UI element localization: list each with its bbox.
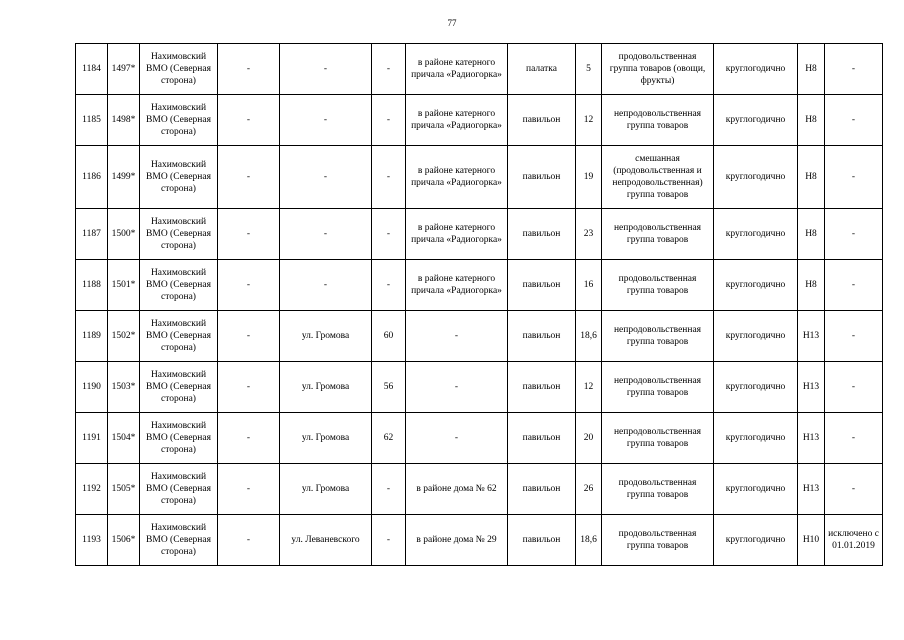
note-cell: - — [825, 44, 883, 95]
object-type-cell: павильон — [508, 95, 576, 146]
location-cell: в районе катерного причала «Радиогорка» — [406, 146, 508, 209]
street-cell: ул. Громова — [280, 311, 372, 362]
area-cell: 23 — [576, 209, 602, 260]
row-number-cell: 1184 — [76, 44, 108, 95]
column-4-cell: - — [218, 464, 280, 515]
table-row — [76, 209, 883, 260]
area-cell: 5 — [576, 44, 602, 95]
row-number-cell: 1193 — [76, 515, 108, 566]
note-cell: - — [825, 209, 883, 260]
area-cell: 20 — [576, 413, 602, 464]
object-id-cell: 1499* — [108, 146, 140, 209]
row-number-cell: 1187 — [76, 209, 108, 260]
code-cell: Н13 — [798, 311, 825, 362]
object-id-cell: 1505* — [108, 464, 140, 515]
period-cell: круглогодично — [714, 146, 798, 209]
object-type-cell: павильон — [508, 146, 576, 209]
object-type-cell: павильон — [508, 515, 576, 566]
location-cell: - — [406, 311, 508, 362]
district-cell: Нахимовский ВМО (Северная сторона) — [140, 95, 218, 146]
district-cell: Нахимовский ВМО (Северная сторона) — [140, 464, 218, 515]
code-cell: Н13 — [798, 362, 825, 413]
column-4-cell: - — [218, 311, 280, 362]
location-cell: - — [406, 413, 508, 464]
object-id-cell: 1500* — [108, 209, 140, 260]
period-cell: круглогодично — [714, 44, 798, 95]
note-cell: - — [825, 311, 883, 362]
table-row — [76, 413, 883, 464]
period-cell: круглогодично — [714, 464, 798, 515]
period-cell: круглогодично — [714, 362, 798, 413]
page-number: 77 — [447, 18, 457, 28]
district-cell: Нахимовский ВМО (Северная сторона) — [140, 311, 218, 362]
object-type-cell: павильон — [508, 311, 576, 362]
note-cell: - — [825, 464, 883, 515]
period-cell: круглогодично — [714, 311, 798, 362]
object-type-cell: павильон — [508, 362, 576, 413]
location-cell: в районе катерного причала «Радиогорка» — [406, 260, 508, 311]
object-type-cell: павильон — [508, 260, 576, 311]
house-number-cell: 56 — [372, 362, 406, 413]
street-cell: ул. Леваневского — [280, 515, 372, 566]
object-type-cell: павильон — [508, 464, 576, 515]
house-number-cell: - — [372, 95, 406, 146]
district-cell: Нахимовский ВМО (Северная сторона) — [140, 362, 218, 413]
object-id-cell: 1498* — [108, 95, 140, 146]
area-cell: 26 — [576, 464, 602, 515]
street-cell: ул. Громова — [280, 362, 372, 413]
district-cell: Нахимовский ВМО (Северная сторона) — [140, 260, 218, 311]
goods-group-cell: непродовольственная группа товаров — [602, 95, 714, 146]
location-cell: в районе катерного причала «Радиогорка» — [406, 44, 508, 95]
goods-group-cell: продовольственная группа товаров — [602, 515, 714, 566]
object-type-cell: палатка — [508, 44, 576, 95]
table-row — [76, 515, 883, 566]
street-cell: - — [280, 146, 372, 209]
object-type-cell: павильон — [508, 413, 576, 464]
row-number-cell: 1185 — [76, 95, 108, 146]
table-row — [76, 146, 883, 209]
table-row — [76, 44, 883, 95]
street-cell: - — [280, 209, 372, 260]
area-cell: 12 — [576, 362, 602, 413]
location-cell: - — [406, 362, 508, 413]
period-cell: круглогодично — [714, 209, 798, 260]
table-row — [76, 464, 883, 515]
location-cell: в районе катерного причала «Радиогорка» — [406, 209, 508, 260]
area-cell: 18,6 — [576, 515, 602, 566]
street-cell: - — [280, 260, 372, 311]
code-cell: Н13 — [798, 413, 825, 464]
object-id-cell: 1501* — [108, 260, 140, 311]
object-id-cell: 1503* — [108, 362, 140, 413]
street-cell: - — [280, 95, 372, 146]
note-cell: - — [825, 362, 883, 413]
district-cell: Нахимовский ВМО (Северная сторона) — [140, 413, 218, 464]
location-cell: в районе дома № 62 — [406, 464, 508, 515]
object-id-cell: 1504* — [108, 413, 140, 464]
table-row — [76, 95, 883, 146]
district-cell: Нахимовский ВМО (Северная сторона) — [140, 44, 218, 95]
location-cell: в районе дома № 29 — [406, 515, 508, 566]
period-cell: круглогодично — [714, 95, 798, 146]
trade-objects-table — [75, 43, 883, 566]
house-number-cell: - — [372, 44, 406, 95]
code-cell: Н8 — [798, 95, 825, 146]
table-row — [76, 362, 883, 413]
code-cell: Н10 — [798, 515, 825, 566]
period-cell: круглогодично — [714, 515, 798, 566]
area-cell: 19 — [576, 146, 602, 209]
column-4-cell: - — [218, 146, 280, 209]
note-cell: - — [825, 95, 883, 146]
note-cell: - — [825, 146, 883, 209]
location-cell: в районе катерного причала «Радиогорка» — [406, 95, 508, 146]
code-cell: Н8 — [798, 260, 825, 311]
goods-group-cell: продовольственная группа товаров (овощи, фрукты) — [602, 44, 714, 95]
street-cell: ул. Громова — [280, 413, 372, 464]
column-4-cell: - — [218, 362, 280, 413]
column-4-cell: - — [218, 95, 280, 146]
goods-group-cell: продовольственная группа товаров — [602, 260, 714, 311]
column-4-cell: - — [218, 209, 280, 260]
period-cell: круглогодично — [714, 260, 798, 311]
goods-group-cell: продовольственная группа товаров — [602, 464, 714, 515]
area-cell: 18,6 — [576, 311, 602, 362]
note-cell: - — [825, 413, 883, 464]
area-cell: 16 — [576, 260, 602, 311]
house-number-cell: 62 — [372, 413, 406, 464]
goods-group-cell: непродовольственная группа товаров — [602, 413, 714, 464]
house-number-cell: - — [372, 464, 406, 515]
note-cell: исключено с 01.01.2019 — [825, 515, 883, 566]
note-cell: - — [825, 260, 883, 311]
column-4-cell: - — [218, 413, 280, 464]
code-cell: Н8 — [798, 146, 825, 209]
object-type-cell: павильон — [508, 209, 576, 260]
code-cell: Н8 — [798, 44, 825, 95]
object-id-cell: 1497* — [108, 44, 140, 95]
table-row — [76, 260, 883, 311]
object-id-cell: 1502* — [108, 311, 140, 362]
goods-group-cell: непродовольственная группа товаров — [602, 209, 714, 260]
street-cell: - — [280, 44, 372, 95]
house-number-cell: - — [372, 260, 406, 311]
column-4-cell: - — [218, 44, 280, 95]
house-number-cell: 60 — [372, 311, 406, 362]
object-id-cell: 1506* — [108, 515, 140, 566]
goods-group-cell: непродовольственная группа товаров — [602, 311, 714, 362]
house-number-cell: - — [372, 146, 406, 209]
goods-group-cell: непродовольственная группа товаров — [602, 362, 714, 413]
row-number-cell: 1191 — [76, 413, 108, 464]
house-number-cell: - — [372, 515, 406, 566]
district-cell: Нахимовский ВМО (Северная сторона) — [140, 515, 218, 566]
row-number-cell: 1186 — [76, 146, 108, 209]
code-cell: Н13 — [798, 464, 825, 515]
row-number-cell: 1189 — [76, 311, 108, 362]
row-number-cell: 1192 — [76, 464, 108, 515]
row-number-cell: 1188 — [76, 260, 108, 311]
house-number-cell: - — [372, 209, 406, 260]
street-cell: ул. Громова — [280, 464, 372, 515]
code-cell: Н8 — [798, 209, 825, 260]
table-body — [76, 44, 883, 566]
district-cell: Нахимовский ВМО (Северная сторона) — [140, 209, 218, 260]
table-row — [76, 311, 883, 362]
row-number-cell: 1190 — [76, 362, 108, 413]
goods-group-cell: смешанная (продовольственная и непродовольственная) группа товаров — [602, 146, 714, 209]
district-cell: Нахимовский ВМО (Северная сторона) — [140, 146, 218, 209]
column-4-cell: - — [218, 515, 280, 566]
period-cell: круглогодично — [714, 413, 798, 464]
area-cell: 12 — [576, 95, 602, 146]
column-4-cell: - — [218, 260, 280, 311]
